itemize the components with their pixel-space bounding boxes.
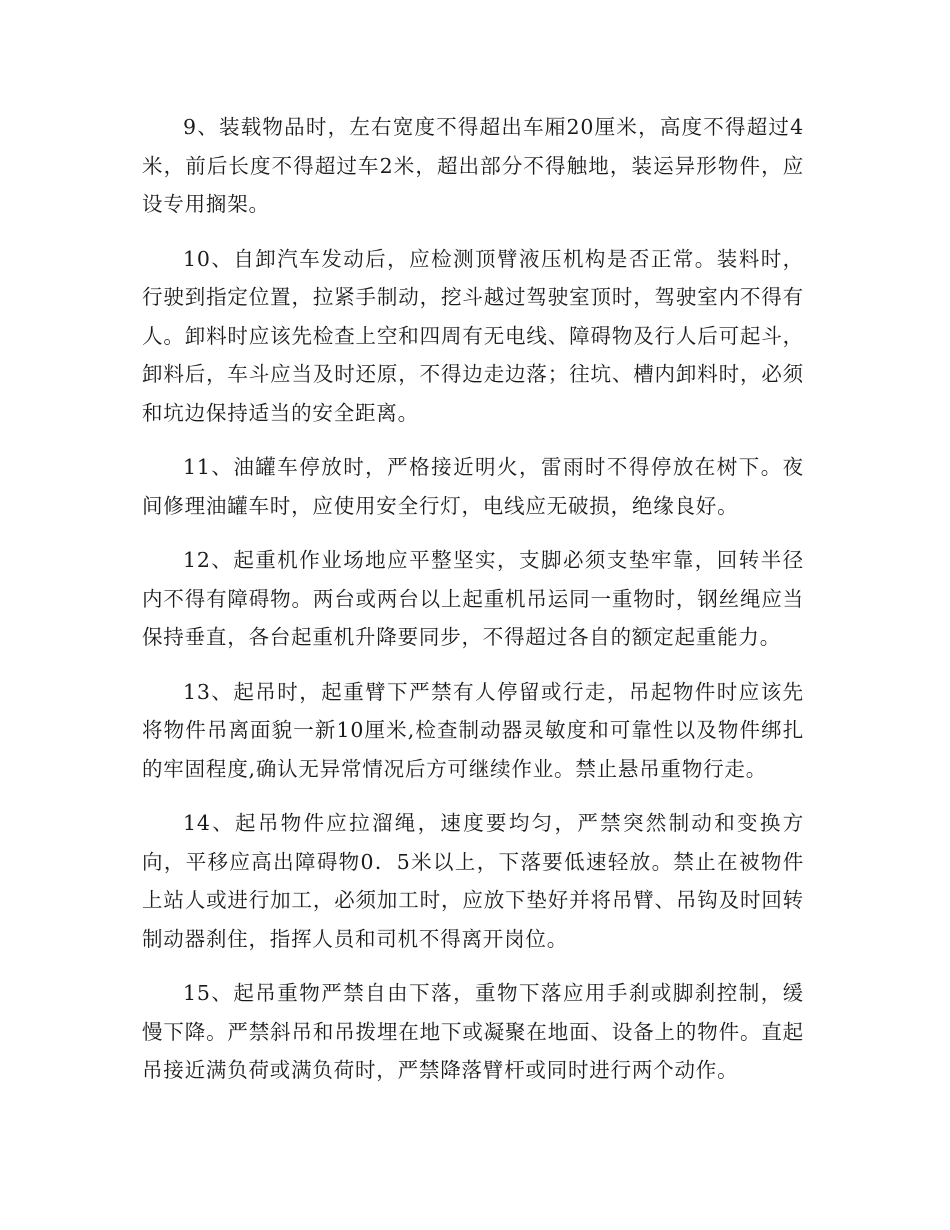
paragraph-rule-12: 12、起重机作业场地应平整坚实，支脚必须支垫牢靠，回转半径内不得有障碍物。两台或两台以上起重机吊运同一重物时，钢丝绳应当保持垂直，各台起重机升降要同步，不得超过各自的额定起重能力。 [142,548,804,649]
paragraph-rule-15: 15、起吊重物严禁自由下落，重物下落应用手刹或脚刹控制，缓慢下降。严禁斜吊和吊拨埋在地下或凝聚在地面、设备上的物件。直起吊接近满负荷或满负荷时，严禁降落臂杆或同时进行两个动作。 [142,981,804,1082]
paragraph-rule-14: 14、起吊物件应拉溜绳，速度要均匀，严禁突然制动和变换方向，平移应高出障碍物0．5米以上，下落要低速轻放。禁止在被物件上站人或进行加工，必须加工时，应放下垫好并将吊臂、吊钩及时回转制动器刹住，指挥人员和司机不得离开岗位。 [142,811,804,951]
paragraph-rule-11: 11、油罐车停放时，严格接近明火，雷雨时不得停放在树下。夜间修理油罐车时，应使用安全行灯，电线应无破损，绝缘良好。 [142,455,804,518]
paragraph-rule-10: 10、自卸汽车发动后，应检测顶臂液压机构是否正常。装料时，行驶到指定位置，拉紧手制动，挖斗越过驾驶室顶时，驾驶室内不得有人。卸料时应该先检查上空和四周有无电线、障碍物及行人后可起斗，卸料后，车斗应当及时还原，不得边走边落；往坑、槽内卸料时，必须和坑边保持适当的安全距离。 [142,246,804,425]
document-body [142,108,804,1106]
paragraph-rule-13: 13、起吊时，起重臂下严禁有人停留或行走，吊起物件时应该先将物件吊离面貌一新10厘米,检查制动器灵敏度和可靠性以及物件绑扎的牢固程度,确认无异常情况后方可继续作业。禁止悬吊重物行走。 [142,679,804,781]
paragraph-rule-9: 9、装载物品时，左右宽度不得超出车厢20厘米，高度不得超过4米，前后长度不得超过车2米，超出部分不得触地，装运异形物件，应设专用搁架。 [142,115,804,216]
